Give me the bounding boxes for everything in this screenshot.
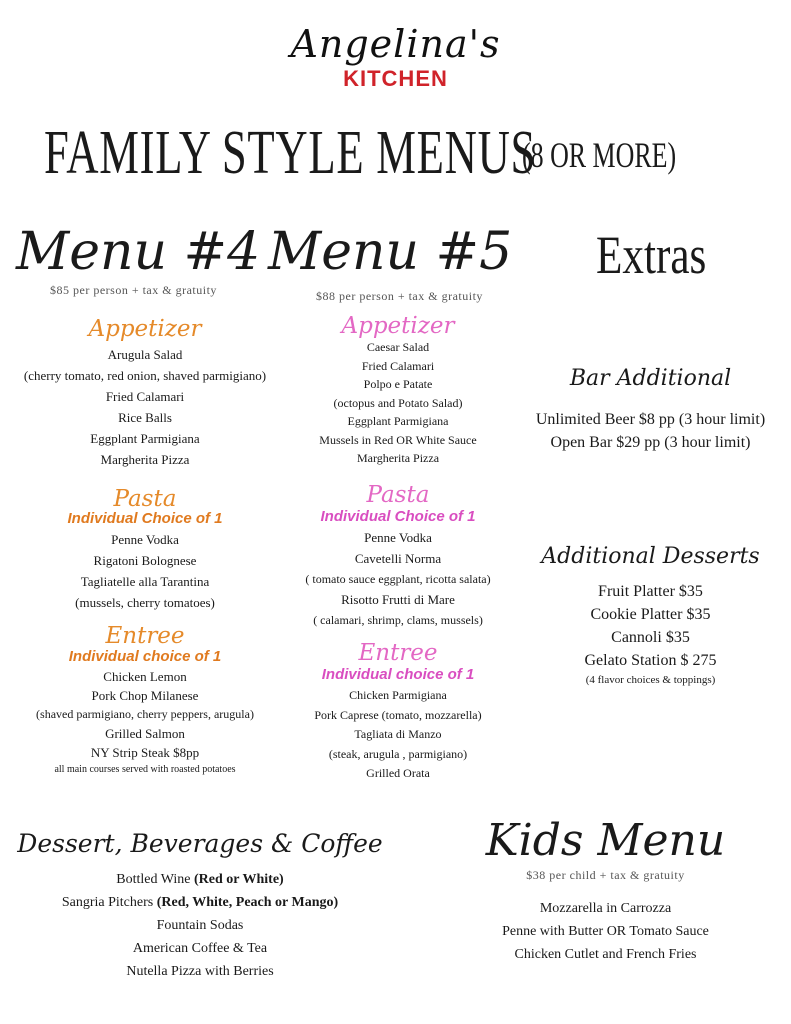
menu5-pasta-heading: Pasta [366,482,430,508]
list-item: Grilled Salmon [105,726,185,741]
menu5-column [258,314,538,468]
list-item: Open Bar $29 pp (3 hour limit) [550,434,751,451]
menu4-note: all main courses served with roasted potatoes [54,764,236,775]
page-title: FAMILY STYLE MENUS [44,119,537,187]
extras-title: Extras [596,225,707,285]
dessert-bev-section [0,826,400,983]
menu4-entree-choice: Individual choice of 1 [68,648,222,665]
list-item: Cavetelli Norma [354,550,442,566]
menu4-entree-heading: Entree [105,623,185,649]
list-item: Polpo e Patate [363,377,433,391]
kids-section [420,814,791,966]
logo-script: Angelina's [290,22,501,66]
menu4-pasta-heading: Pasta [113,486,177,512]
list-item: Chicken Cutlet and French Fries [514,947,697,962]
list-item: Arugula Salad [107,347,183,362]
list-item: Fried Calamari [361,358,435,373]
menu4-entree-list [0,667,290,762]
list-item: Gelato Station $ 275 [584,652,717,669]
logo-kitchen: KITCHEN [343,66,448,91]
menu4-appetizer-heading: Appetizer [88,316,202,342]
list-item: (octopus and Potato Salad) [333,395,463,410]
list-item: Fountain Sodas [156,918,244,933]
list-item: Eggplant Parmigiana [90,431,200,446]
list-item: Rice Balls [118,410,172,425]
dessert-bev-list [0,868,400,983]
menu5-title: Menu #5 [268,222,513,282]
menu5-pasta-choice: Individual Choice of 1 [320,508,476,525]
list-item: Margherita Pizza [100,452,190,467]
bar-list [510,408,791,454]
menu4-column [0,316,290,470]
list-item: (mussels, cherry tomatoes) [75,595,215,610]
list-item: American Coffee & Tea [132,941,268,956]
menu5-appetizer-heading: Appetizer [341,313,455,339]
list-item: Caesar Salad [366,340,430,354]
list-item: Penne Vodka [111,532,179,547]
menu4-pasta-list [0,529,290,613]
menu4-pasta-choice: Individual Choice of 1 [67,510,223,527]
kids-title: Kids Menu [485,815,726,866]
menu4-appetizer-list [0,344,290,470]
list-item: Grilled Orata [366,766,430,780]
menu4-price: $85 per person + tax & gratuity [50,283,217,297]
list-item: NY Strip Steak $8pp [90,745,200,760]
menu4-title: Menu #4 [16,222,261,282]
list-item: Chicken Lemon [103,669,187,684]
list-item: (shaved parmigiano, cherry peppers, arugula) [36,707,254,721]
list-item: Tagliata di Manzo [354,727,442,741]
menu5-price: $88 per person + tax & gratuity [316,289,483,303]
desserts-list [510,580,791,672]
menu5-entree-heading: Entree [358,640,438,666]
list-item: Nutella Pizza with Berries [126,964,274,979]
list-item: (cherry tomato, red onion, shaved parmigiano) [23,368,267,383]
desserts-note: (4 flavor choices & toppings) [585,674,716,686]
list-item: Fruit Platter $35 [598,583,703,600]
list-item: Pork Caprese (tomato, mozzarella) [314,707,482,722]
list-item: Mussels in Red OR White Sauce [319,432,477,447]
list-item: (steak, arugula , parmigiano) [328,746,468,761]
list-item: ( tomato sauce eggplant, ricotta salata) [305,572,491,586]
menu5-pasta [258,482,538,631]
page-subtitle: (8 OR MORE) [522,135,677,175]
list-item: Cookie Platter $35 [590,606,711,623]
bar-section [510,362,791,454]
desserts-heading: Additional Desserts [541,544,760,569]
list-item: Pork Chop Milanese [91,688,199,703]
menu4-pasta [0,488,290,613]
list-item: Risotto Frutti di Mare [341,591,455,607]
list-item: Penne with Butter OR Tomato Sauce [502,924,709,939]
dessert-bev-heading: Dessert, Beverages & Coffee [17,829,383,858]
menu5-pasta-list [258,528,538,631]
list-item: Eggplant Parmigiana [347,414,449,428]
list-item: ( calamari, shrimp, clams, mussels) [313,613,483,627]
list-item: Penne Vodka [364,530,432,545]
list-item: Fried Calamari [105,389,185,404]
menu5-entree-list [258,686,538,784]
list-item: Bottled Wine (Red or White) [116,872,284,887]
list-item: Unlimited Beer $8 pp (3 hour limit) [535,411,766,428]
kids-price: $38 per child + tax & gratuity [526,868,685,882]
list-item: Rigatoni Bolognese [93,553,197,568]
desserts-section [510,540,791,688]
list-item: Cannoli $35 [611,629,690,646]
menu5-entree-choice: Individual choice of 1 [321,666,475,683]
menu5-appetizer-list [258,338,538,468]
list-item: Chicken Parmigiana [349,688,447,702]
menu4-entree [0,624,290,778]
list-item: Tagliatelle alla Tarantina [80,574,210,589]
list-item: Margherita Pizza [356,451,440,465]
bar-heading: Bar Additional [569,366,732,391]
kids-list [420,897,791,966]
list-item: Sangria Pitchers (Red, White, Peach or Mango) [61,895,339,910]
menu5-entree [258,640,538,784]
list-item: Mozzarella in Carrozza [539,901,672,916]
